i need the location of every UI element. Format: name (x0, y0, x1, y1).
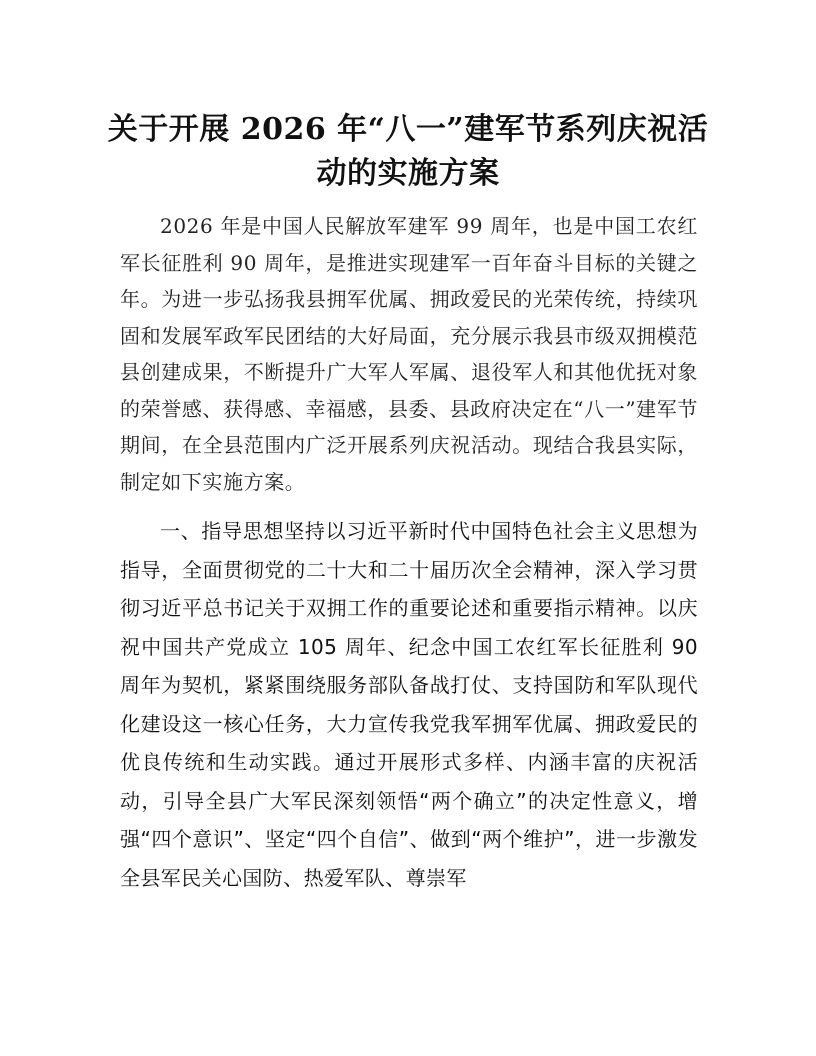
intro-paragraph: 2026 年是中国人民解放军建军 99 周年，也是中国工农红军长征胜利 90 周年，是推进实现建军一百年奋斗目标的关键之年。为进一步弘扬我县拥军优属、拥政爱民的光荣传统，持续巩固和发展军政军民团结的大好局面，充分展示我县市级双拥模范县创建成果，不断提升广大军人军属、退役军人和其他优抚对象的荣誉感、获得感、幸福感，县委、县政府决定在“八一”建军节期间，在全县范围内广泛开展系列庆祝活动。现结合我县实际，制定如下实施方案。 (120, 214, 698, 494)
section-guiding-ideology-paragraph: 一、指导思想坚持以习近平新时代中国特色社会主义思想为指导，全面贯彻党的二十大和二十届历次全会精神，深入学习贯彻习近平总书记关于双拥工作的重要论述和重要指示精神。以庆祝中国共产党成立 105 周年、纪念中国工农红军长征胜利 90 周年为契机，紧紧围绕服务部队备战打仗、支持国防和军队现代化建设这一核心任务，大力宣传我党我军拥军优属、拥政爱民的优良传统和生动实践。通过开展形式多样、内涵丰富的庆祝活动，引导全县广大军民深刻领悟“两个确立”的决定性意义，增强“四个意识”、坚定“四个自信”、做到“两个维护”，进一步激发全县军民关心国防、热爱军队、尊崇军 (120, 519, 698, 890)
title-line-2: 动的实施方案 (316, 156, 500, 191)
title-line-1: 关于开展 2026 年“八一”建军节系列庆祝活 (107, 112, 709, 147)
document-title (100, 108, 716, 196)
